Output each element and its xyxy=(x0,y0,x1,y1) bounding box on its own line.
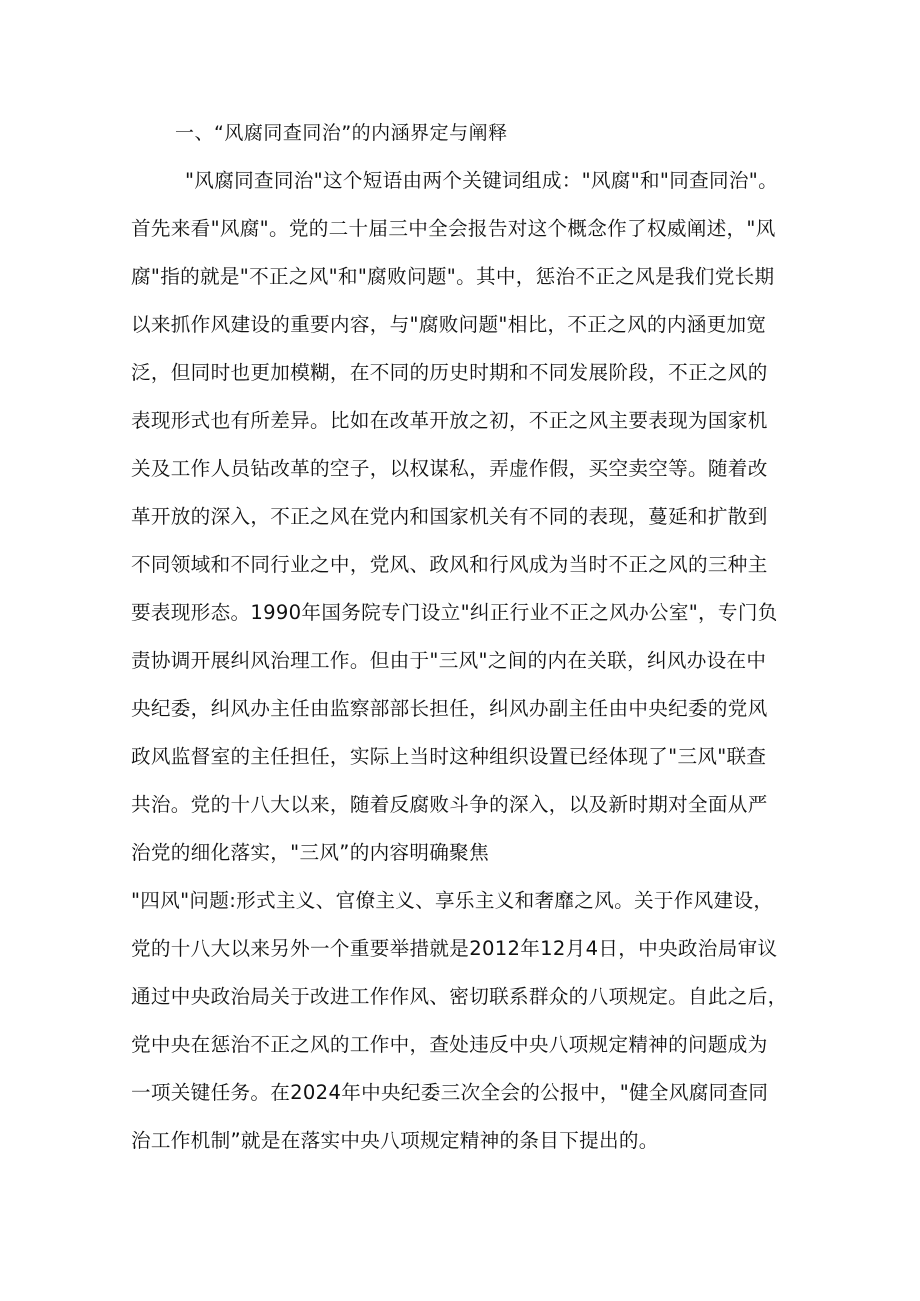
paragraph-line: "风腐同查同治"这个短语由两个关键词组成："风腐"和"同查同治"。 xyxy=(185,169,779,192)
paragraph-line: 表现形式也有所差异。比如在改革开放之初，不正之风主要表现为国家机 xyxy=(131,409,768,432)
paragraph-line: 以来抓作风建设的重要内容，与"腐败问题"相比，不正之风的内涵更加宽 xyxy=(131,313,767,336)
paragraph-line: 关及工作人员钻改革的空子，以权谋私，弄虚作假，买空卖空等。随着改 xyxy=(131,457,768,480)
paragraph-line: 泛，但同时也更加模糊，在不同的历史时期和不同发展阶段，不正之风的 xyxy=(131,361,768,384)
paragraph-line: 治党的细化落实，"三风”的内容明确聚焦 xyxy=(131,841,489,864)
paragraph-line: 党的十八大以来另外一个重要举措就是2012年12月4日，中央政治局审议 xyxy=(131,937,778,960)
paragraph-line: 央纪委，纠风办主任由监察部部长担任，纠风办副主任由中央纪委的党风 xyxy=(131,697,768,720)
paragraph-line: 首先来看"风腐"。党的二十届三中全会报告对这个概念作了权威阐述，"风 xyxy=(131,217,776,240)
section-heading: 一、“风腐同查同治”的内涵界定与阐释 xyxy=(175,122,508,144)
paragraph-line: 通过中央政治局关于改进工作作风、密切联系群众的八项规定。自此之后， xyxy=(131,985,788,1008)
paragraph-line: 革开放的深入，不正之风在党内和国家机关有不同的表现，蔓延和扩散到 xyxy=(131,505,768,528)
paragraph-line: 不同领域和不同行业之中，党风、政风和行风成为当时不正之风的三种主 xyxy=(131,553,768,576)
paragraph-line: 腐"指的就是"不正之风"和"腐败问题"。其中，惩治不正之风是我们党长期 xyxy=(131,265,775,288)
paragraph-line: 政风监督室的主任担任，实际上当时这种组织设置已经体现了"三风"联查 xyxy=(131,745,767,768)
paragraph-line: "四风"问题:形式主义、官僚主义、享乐主义和奢靡之风。关于作风建设， xyxy=(131,889,774,912)
paragraph-line: 一项关键任务。在2024年中央纪委三次全会的公报中，"健全风腐同查同 xyxy=(131,1081,769,1104)
paragraph-line: 共治。党的十八大以来，随着反腐败斗争的深入，以及新时期对全面从严 xyxy=(131,793,768,816)
paragraph-line: 治工作机制”就是在落实中央八项规定精神的条目下提出的。 xyxy=(131,1129,659,1152)
paragraph-line: 责协调开展纠风治理工作。但由于"三风"之间的内在关联，纠风办设在中 xyxy=(131,649,767,672)
paragraph-line: 党中央在惩治不正之风的工作中，查处违反中央八项规定精神的问题成为 xyxy=(131,1033,768,1056)
paragraph-line: 要表现形态。1990年国务院专门设立"纠正行业不正之风办公室"，专门负 xyxy=(131,601,778,624)
